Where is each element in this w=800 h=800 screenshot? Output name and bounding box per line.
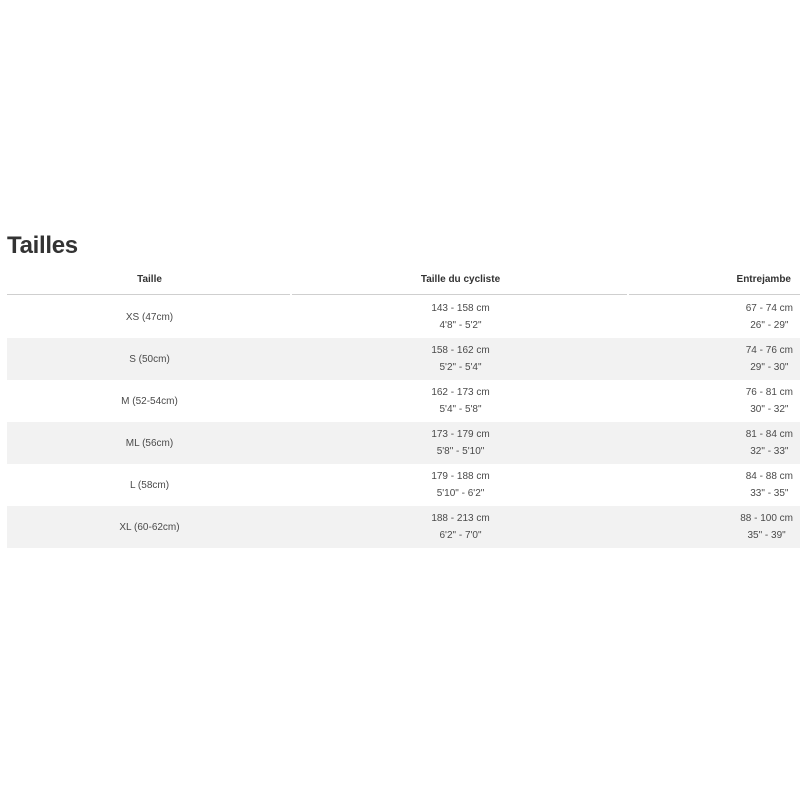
height-ft: 4'8" - 5'2" [439, 320, 482, 331]
inseam-cell [629, 426, 800, 460]
rider-height-cell [292, 342, 629, 376]
inseam-cm: 88 - 100 cm [740, 513, 793, 524]
inseam-cell [629, 384, 800, 418]
inseam-in: 32" - 33" [750, 446, 789, 457]
rider-height-cell [292, 300, 629, 334]
inseam-cell [629, 510, 800, 544]
table-row [7, 422, 800, 464]
inseam-cm: 67 - 74 cm [745, 303, 793, 314]
table-row [7, 296, 800, 338]
size-chart [7, 228, 800, 548]
table-header [7, 264, 800, 294]
column-header-size: Taille [137, 273, 162, 285]
height-cm: 158 - 162 cm [431, 345, 490, 356]
height-cm: 173 - 179 cm [431, 429, 490, 440]
inseam-in: 29" - 30" [750, 362, 789, 373]
inseam-in: 35" - 39" [747, 530, 786, 541]
table-row [7, 506, 800, 548]
inseam-cell [629, 342, 800, 376]
column-header-rider-height: Taille du cycliste [420, 273, 501, 285]
height-cm: 179 - 188 cm [431, 471, 490, 482]
height-ft: 5'10" - 6'2" [436, 488, 485, 499]
inseam-cell [629, 468, 800, 502]
height-ft: 5'4" - 5'8" [439, 404, 482, 415]
page-title: Tailles [7, 232, 78, 259]
size-cell: M (52-54cm) [121, 395, 178, 407]
height-cm: 143 - 158 cm [431, 303, 490, 314]
inseam-cm: 84 - 88 cm [745, 471, 793, 482]
rider-height-cell [292, 426, 629, 460]
rider-height-cell [292, 510, 629, 544]
size-cell: XL (60-62cm) [119, 521, 180, 533]
table-row [7, 464, 800, 506]
height-ft: 5'8" - 5'10" [436, 446, 485, 457]
table-row [7, 380, 800, 422]
size-cell: XS (47cm) [125, 311, 174, 323]
height-cm: 162 - 173 cm [431, 387, 490, 398]
inseam-cell [629, 300, 800, 334]
column-header-inseam: Entrejambe [736, 273, 791, 285]
size-cell: ML (56cm) [125, 437, 174, 449]
inseam-cm: 76 - 81 cm [745, 387, 793, 398]
table-row [7, 338, 800, 380]
inseam-cm: 81 - 84 cm [745, 429, 793, 440]
rider-height-cell [292, 468, 629, 502]
height-ft: 6'2" - 7'0" [439, 530, 482, 541]
size-cell: L (58cm) [129, 479, 170, 491]
inseam-in: 33" - 35" [750, 488, 789, 499]
inseam-in: 26" - 29" [750, 320, 789, 331]
height-cm: 188 - 213 cm [431, 513, 490, 524]
inseam-in: 30" - 32" [750, 404, 789, 415]
height-ft: 5'2" - 5'4" [439, 362, 482, 373]
inseam-cm: 74 - 76 cm [745, 345, 793, 356]
rider-height-cell [292, 384, 629, 418]
size-cell: S (50cm) [129, 353, 170, 365]
